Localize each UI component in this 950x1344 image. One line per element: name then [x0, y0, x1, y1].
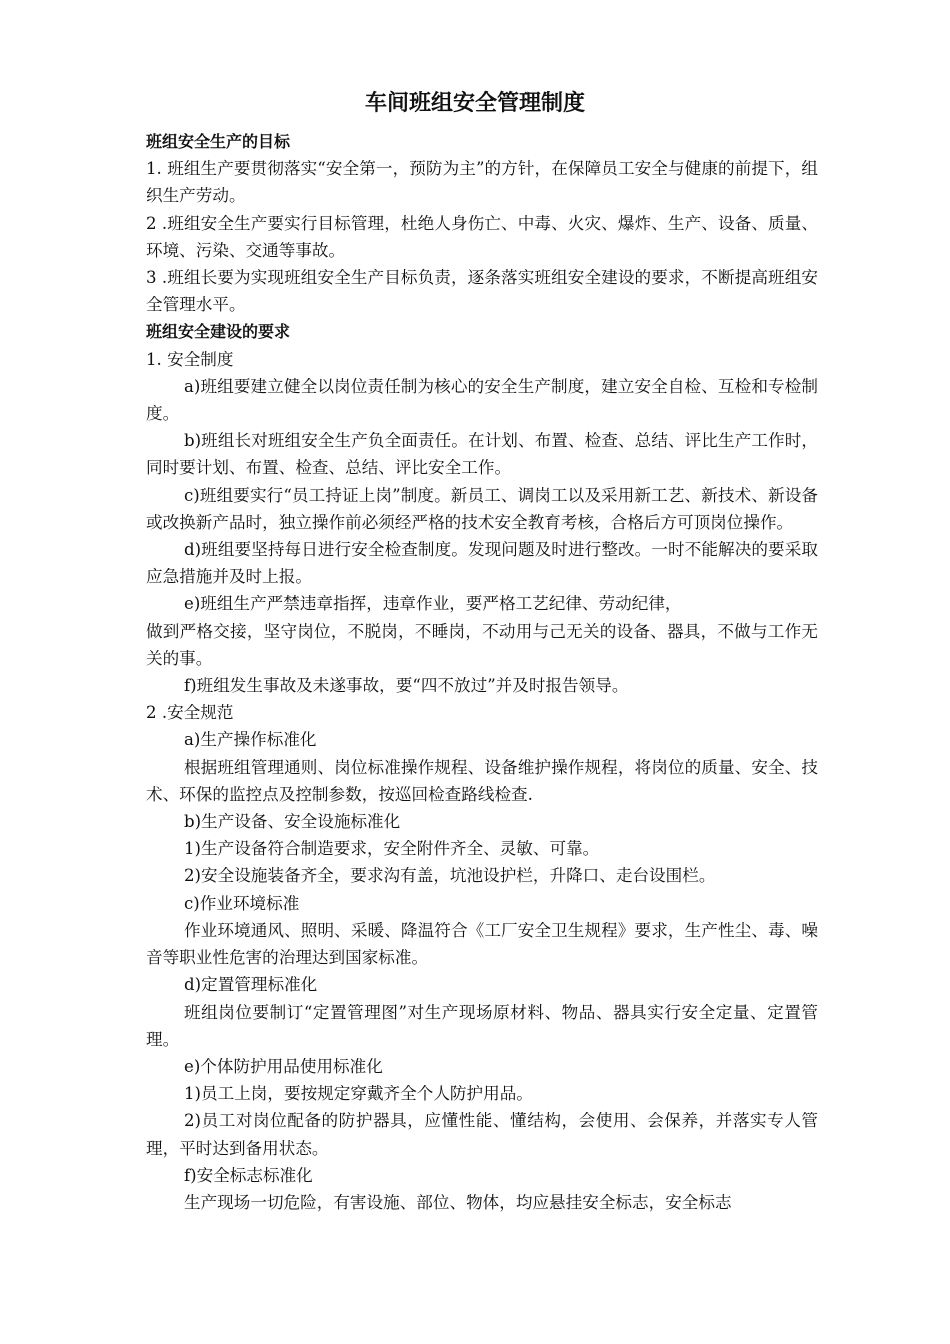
rule-item-d: d)班组要坚持每日进行安全检查制度。发现问题及时进行整改。一时不能解决的要采取应急措施并及时上报。: [146, 540, 818, 587]
norm-f-label: f)安全标志标准化: [184, 1165, 313, 1185]
rule-item-c: c)班组要实行“员工持证上岗”制度。新员工、调岗工以及采用新工艺、新技术、新设备或改换新产品时，独立操作前必须经严格的技术安全教育考核，合格后方可顶岗位操作。: [146, 485, 818, 532]
subsection-label-safety-norms: 2 .安全规范: [146, 703, 234, 723]
rule-item-e: e)班组生产严禁违章指挥，违章作业，要严格工艺纪律、劳动纪律，: [184, 594, 682, 614]
document-body: [146, 128, 818, 1216]
norm-b-item-1: 1)生产设备符合制造要求，安全附件齐全、灵敏、可靠。: [184, 839, 600, 859]
norm-f-text: 生产现场一切危险，有害设施、部位、物体，均应悬挂安全标志，安全标志: [184, 1192, 732, 1212]
rule-item-a: a)班组要建立健全以岗位责任制为核心的安全生产制度，建立安全自检、互检和专检制度。: [146, 376, 818, 424]
document-title: 车间班组安全管理制度: [364, 91, 585, 116]
norm-e-label: e)个体防护用品使用标准化: [184, 1056, 383, 1076]
norm-c-text: 作业环境通风、照明、采暖、降温符合《工厂安全卫生规程》要求，生产性尘、毒、噪音等职业性危害的治理达到国家标准。: [146, 920, 818, 968]
norm-b-item-2: 2)安全设施装备齐全，要求沟有盖，坑池设护栏，升降口、走台设围栏。: [184, 866, 716, 886]
goal-item-3: 3 .班组长要为实现班组安全生产目标负责，逐条落实班组安全建设的要求，不断提高班组安全管理水平。: [146, 268, 818, 315]
goal-item-1: 1. 班组生产要贯彻落实“安全第一，预防为主”的方针，在保障员工安全与健康的前提下，组织生产劳动。: [146, 159, 818, 206]
section-heading-requirements: 班组安全建设的要求: [146, 322, 291, 342]
norm-a-label: a)生产操作标准化: [184, 730, 317, 750]
goal-item-2: 2 .班组安全生产要实行目标管理，杜绝人身伤亡、中毒、火灾、爆炸、生产、设备、质量、环境、污染、交通等事故。: [146, 213, 818, 260]
norm-b-label: b)生产设备、安全设施标准化: [184, 812, 401, 832]
norm-d-text: 班组岗位要制订“定置管理图”对生产现场原材料、物品、器具实行安全定量、定置管理。: [146, 1002, 818, 1049]
rule-item-e-continued: 做到严格交接，坚守岗位，不脱岗，不睡岗，不动用与己无关的设备、器具，不做与工作无关的事。: [146, 621, 818, 668]
rule-item-f: f)班组发生事故及未遂事故，要“四不放过”并及时报告领导。: [184, 676, 629, 696]
norm-e-item-2: 2)员工对岗位配备的防护器具，应懂性能、懂结构，会使用、会保养，并落实专人管理，平时达到备用状态。: [146, 1111, 818, 1158]
norm-d-label: d)定置管理标准化: [184, 975, 318, 995]
norm-a-text: 根据班组管理通则、岗位标准操作规程、设备维护操作规程，将岗位的质量、安全、技术、环保的监控点及控制参数，按巡回检查路线检查.: [146, 757, 818, 804]
rule-item-b: b)班组长对班组安全生产负全面责任。在计划、布置、检查、总结、评比生产工作时，同时要计划、布置、检查、总结、评比安全工作。: [146, 431, 818, 478]
section-heading-goals: 班组安全生产的目标: [146, 132, 291, 151]
norm-e-item-1: 1)员工上岗，要按规定穿戴齐全个人防护用品。: [184, 1084, 533, 1104]
norm-c-label: c)作业环境标准: [184, 893, 300, 913]
subsection-label-safety-rules: 1. 安全制度: [146, 349, 234, 369]
